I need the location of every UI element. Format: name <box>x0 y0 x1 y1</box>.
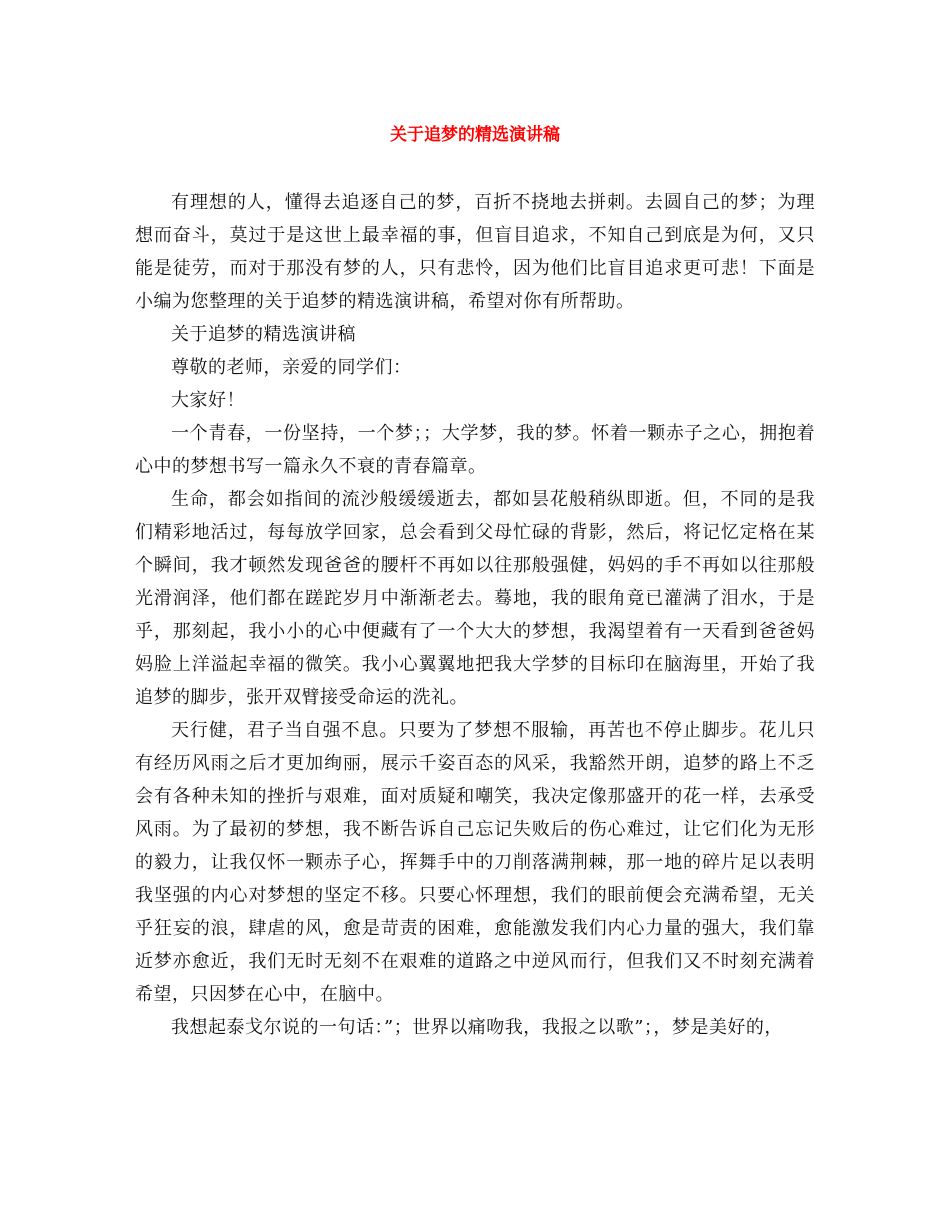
paragraph-youth-dream: 一个青春，一份坚持，一个梦；；大学梦，我的梦。怀着一颗赤子之心，拥抱着心中的梦想书写一篇永久不衰的青春篇章。 <box>135 423 815 477</box>
paragraph-salutation: 尊敬的老师，亲爱的同学们： <box>171 357 412 378</box>
paragraph-life: 生命，都会如指间的流沙般缓缓逝去，都如昙花般稍纵即逝。但，不同的是我们精彩地活过，每每放学回家，总会看到父母忙碌的背影，然后，将记忆定格在某个瞬间，我才顿然发现爸爸的腰杆不再如以往那般强健，妈妈的手不再如以往那般光滑润泽，他们都在蹉跎岁月中渐渐老去。蓦地，我的眼角竟已灌满了泪水，于是乎，那刻起，我小小的心中便藏有了一个大大的梦想，我渴望着有一天看到爸爸妈妈脸上洋溢起幸福的微笑。我小心翼翼地把我大学梦的目标印在脑海里，开始了我追梦的脚步，张开双臂接受命运的洗礼。 <box>135 489 815 708</box>
document-title: 关于追梦的精选演讲稿 <box>390 125 560 145</box>
paragraph-perseverance: 天行健，君子当自强不息。只要为了梦想不服输，再苦也不停止脚步。花儿只有经历风雨之后才更加绚丽，展示千姿百态的风采，我豁然开朗，追梦的路上不乏会有各种未知的挫折与艰难，面对质疑和嘲笑，我决定像那盛开的花一样，去承受风雨。为了最初的梦想，我不断告诉自己忘记失败后的伤心难过，让它们化为无形的毅力，让我仅怀一颗赤子心，挥舞手中的刀削落满荆棘，那一地的碎片足以表明我坚强的内心对梦想的坚定不移。只要心怀理想，我们的眼前便会充满希望，无关乎狂妄的浪，肆虐的风，愈是苛责的困难，愈能激发我们内心力量的强大，我们靠近梦亦愈近，我们无时无刻不在艰难的道路之中逆风而行，但我们又不时刻充满着希望，只因梦在心中，在脑中。 <box>135 720 815 1005</box>
paragraph-intro: 有理想的人，懂得去追逐自己的梦，百折不挠地去拼刺。去圆自己的梦；为理想而奋斗，莫过于是这世上最幸福的事，但盲目追求，不知自己到底是为何，又只能是徒劳，而对于那没有梦的人，只有悲怜，因为他们比盲目追求更可悲！下面是小编为您整理的关于追梦的精选演讲稿，希望对你有所帮助。 <box>135 192 815 312</box>
paragraph-subtitle: 关于追梦的精选演讲稿 <box>171 324 356 345</box>
document-body <box>135 186 815 1044</box>
paragraph-tagore-quote: 我想起泰戈尔说的一句话：”；世界以痛吻我，我报之以歌”；，梦是美好的， <box>171 1017 783 1038</box>
paragraph-greeting: 大家好！ <box>171 390 245 411</box>
